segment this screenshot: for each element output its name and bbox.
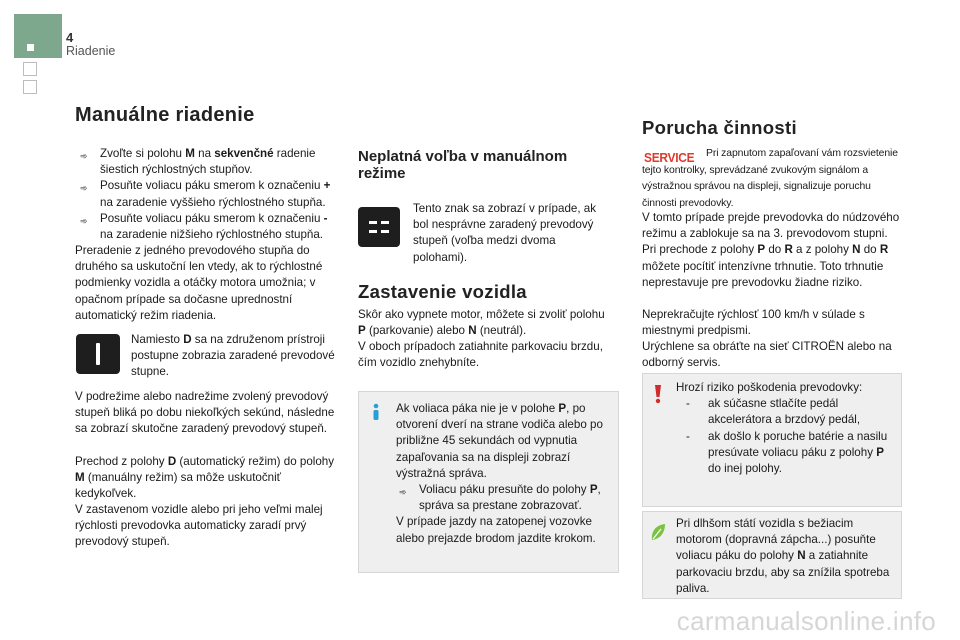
invalid-text: Tento znak sa zobrazí v prípade, ak bol nesprávne zaradený prevodový stupeň (voľba medzi dvoma polohami). — [413, 202, 597, 264]
info-paragraph-1: Ak voliaca páka nie je v polohe P, po otvorení dverí na strane vodiča alebo po približne 45 sekundách od vypnutia zapaľovania sa na displeji zobrazí výstražná správa. — [396, 402, 603, 480]
header-outline-square-2 — [23, 80, 37, 94]
info-bullet: ➾ Voliacu páku presuňte do polohy P, správa sa prestane zobrazovať. — [396, 482, 614, 514]
header-accent-block — [14, 14, 62, 58]
info-icon — [368, 403, 384, 426]
right-arrow-bullet-icon: ➾ — [80, 183, 88, 194]
info-paragraph-2: V prípade jazdy na zatopenej vozovke alebo prejazde brodom jazdite krokom. — [396, 515, 596, 545]
manual-paragraph-2: V podrežime alebo nadrežime zvolený prevodový stupeň bliká po dobu niekoľkých sekúnd, následne sa zobrazí skutočne zaradený prevodový stupeň. — [75, 390, 335, 436]
header-outline-square-1 — [23, 62, 37, 76]
manual-bullets — [77, 146, 339, 243]
gear-display-icon — [76, 334, 120, 374]
service-warning-icon: SERVICE — [644, 150, 695, 165]
page-number: 4 — [66, 30, 74, 45]
manual-paragraph-1: Preradenie z jedného prevodového stupňa do druhého sa uskutoční len vtedy, ak to rýchlostné podmienky vozidla a otáčky motora umožnia; v opačnom prípade sa dočasne uprednostní automatický režim riadenia. — [75, 244, 323, 322]
exclamation-icon — [649, 384, 667, 409]
service-explanation: Pri zapnutom zapaľovaní vám rozsvietenie tejto kontrolky, sprevádzané zvukovým signálom a výstražnou správou na displeji, signalizuje poruchu činnosti prevodovky. — [642, 148, 898, 209]
stop-paragraph-1: Skôr ako vypnete motor, môžete si zvoliť polohu P (parkovanie) alebo N (neutrál). — [358, 308, 605, 338]
manual-paragraph-3: Prechod z polohy D (automatický režim) do polohy M (manuálny režim) sa môže uskutočniť kedykoľvek. — [75, 455, 335, 501]
invalid-title: Neplatná voľba v manuálnom režime — [358, 148, 568, 182]
eco-box — [642, 511, 902, 599]
watermark: carmanualsonline.info — [676, 606, 936, 636]
warning-box — [642, 373, 902, 507]
section-title: Riadenie — [66, 44, 116, 58]
right-arrow-bullet-icon: ➾ — [80, 151, 88, 161]
dashes-display-icon — [358, 207, 400, 247]
fault-paragraph-3: Urýchlene sa obráťte na sieť CITROËN alebo na odborný servis. — [642, 340, 892, 370]
info-box — [358, 391, 619, 573]
list-item: - ak došlo k poruche batérie a nasilu presúvate voliacu páku z polohy P do inej polohy. — [686, 429, 888, 476]
manual-title: Manuálne riadenie — [75, 104, 255, 126]
eco-text: Pri dlhšom státí vozidla s bežiacim motorom (dopravná zápcha...) posuňte voliacu páku do polohy N a zatiahnite parkovaciu brzdu, aby sa znížila spotreba paliva. — [676, 517, 890, 595]
gear-icon-caption: Namiesto D sa na združenom prístroji postupne zobrazia zaradené prevodové stupne. — [131, 333, 335, 379]
right-arrow-bullet-icon: ➾ — [80, 215, 88, 226]
header-white-square — [27, 44, 34, 51]
manual-paragraph-4: V zastavenom vozidle alebo pri jeho veľmi malej rýchlosti prevodovka automaticky zaradí prvý prevodový stupeň. — [75, 503, 323, 549]
fault-title: Porucha činnosti — [642, 117, 797, 138]
leaf-icon — [649, 522, 667, 547]
list-item: ➾ Posuňte voliacu páku smerom k označeniu + na zaradenie vyššieho rýchlostného stupňa. — [77, 178, 339, 210]
stop-paragraph-2: V oboch prípadoch zatiahnite parkovaciu brzdu, čím vozidlo znehybníte. — [358, 340, 603, 370]
stop-title: Zastavenie vozidla — [358, 281, 527, 302]
fault-paragraph-2: Neprekračujte rýchlosť 100 km/h v súlade s miestnymi predpismi. — [642, 308, 865, 338]
fault-paragraph-1: V tomto prípade prejde prevodovka do núdzového režimu a zablokuje sa na 3. prevodovom stupni. Pri prechode z polohy P do R a z polohy N do R môžete pocítiť intenzívne trhnutie. Toto trhnutie neprestavuje pre prevodovku žiadne riziko. — [642, 211, 900, 289]
right-arrow-bullet-icon: ➾ — [399, 487, 407, 498]
list-item: ➾ Posuňte voliacu páku smerom k označeniu - na zaradenie nižšieho rýchlostného stupňa. — [77, 211, 339, 243]
list-item: ➾ Zvoľte si polohu M na sekvenčné radenie šiestich rýchlostných stupňov. — [77, 146, 339, 178]
warning-intro: Hrozí riziko poškodenia prevodovky: — [676, 381, 863, 394]
list-item: - ak súčasne stlačíte pedál akcelerátora a brzdový pedál, — [686, 397, 861, 427]
